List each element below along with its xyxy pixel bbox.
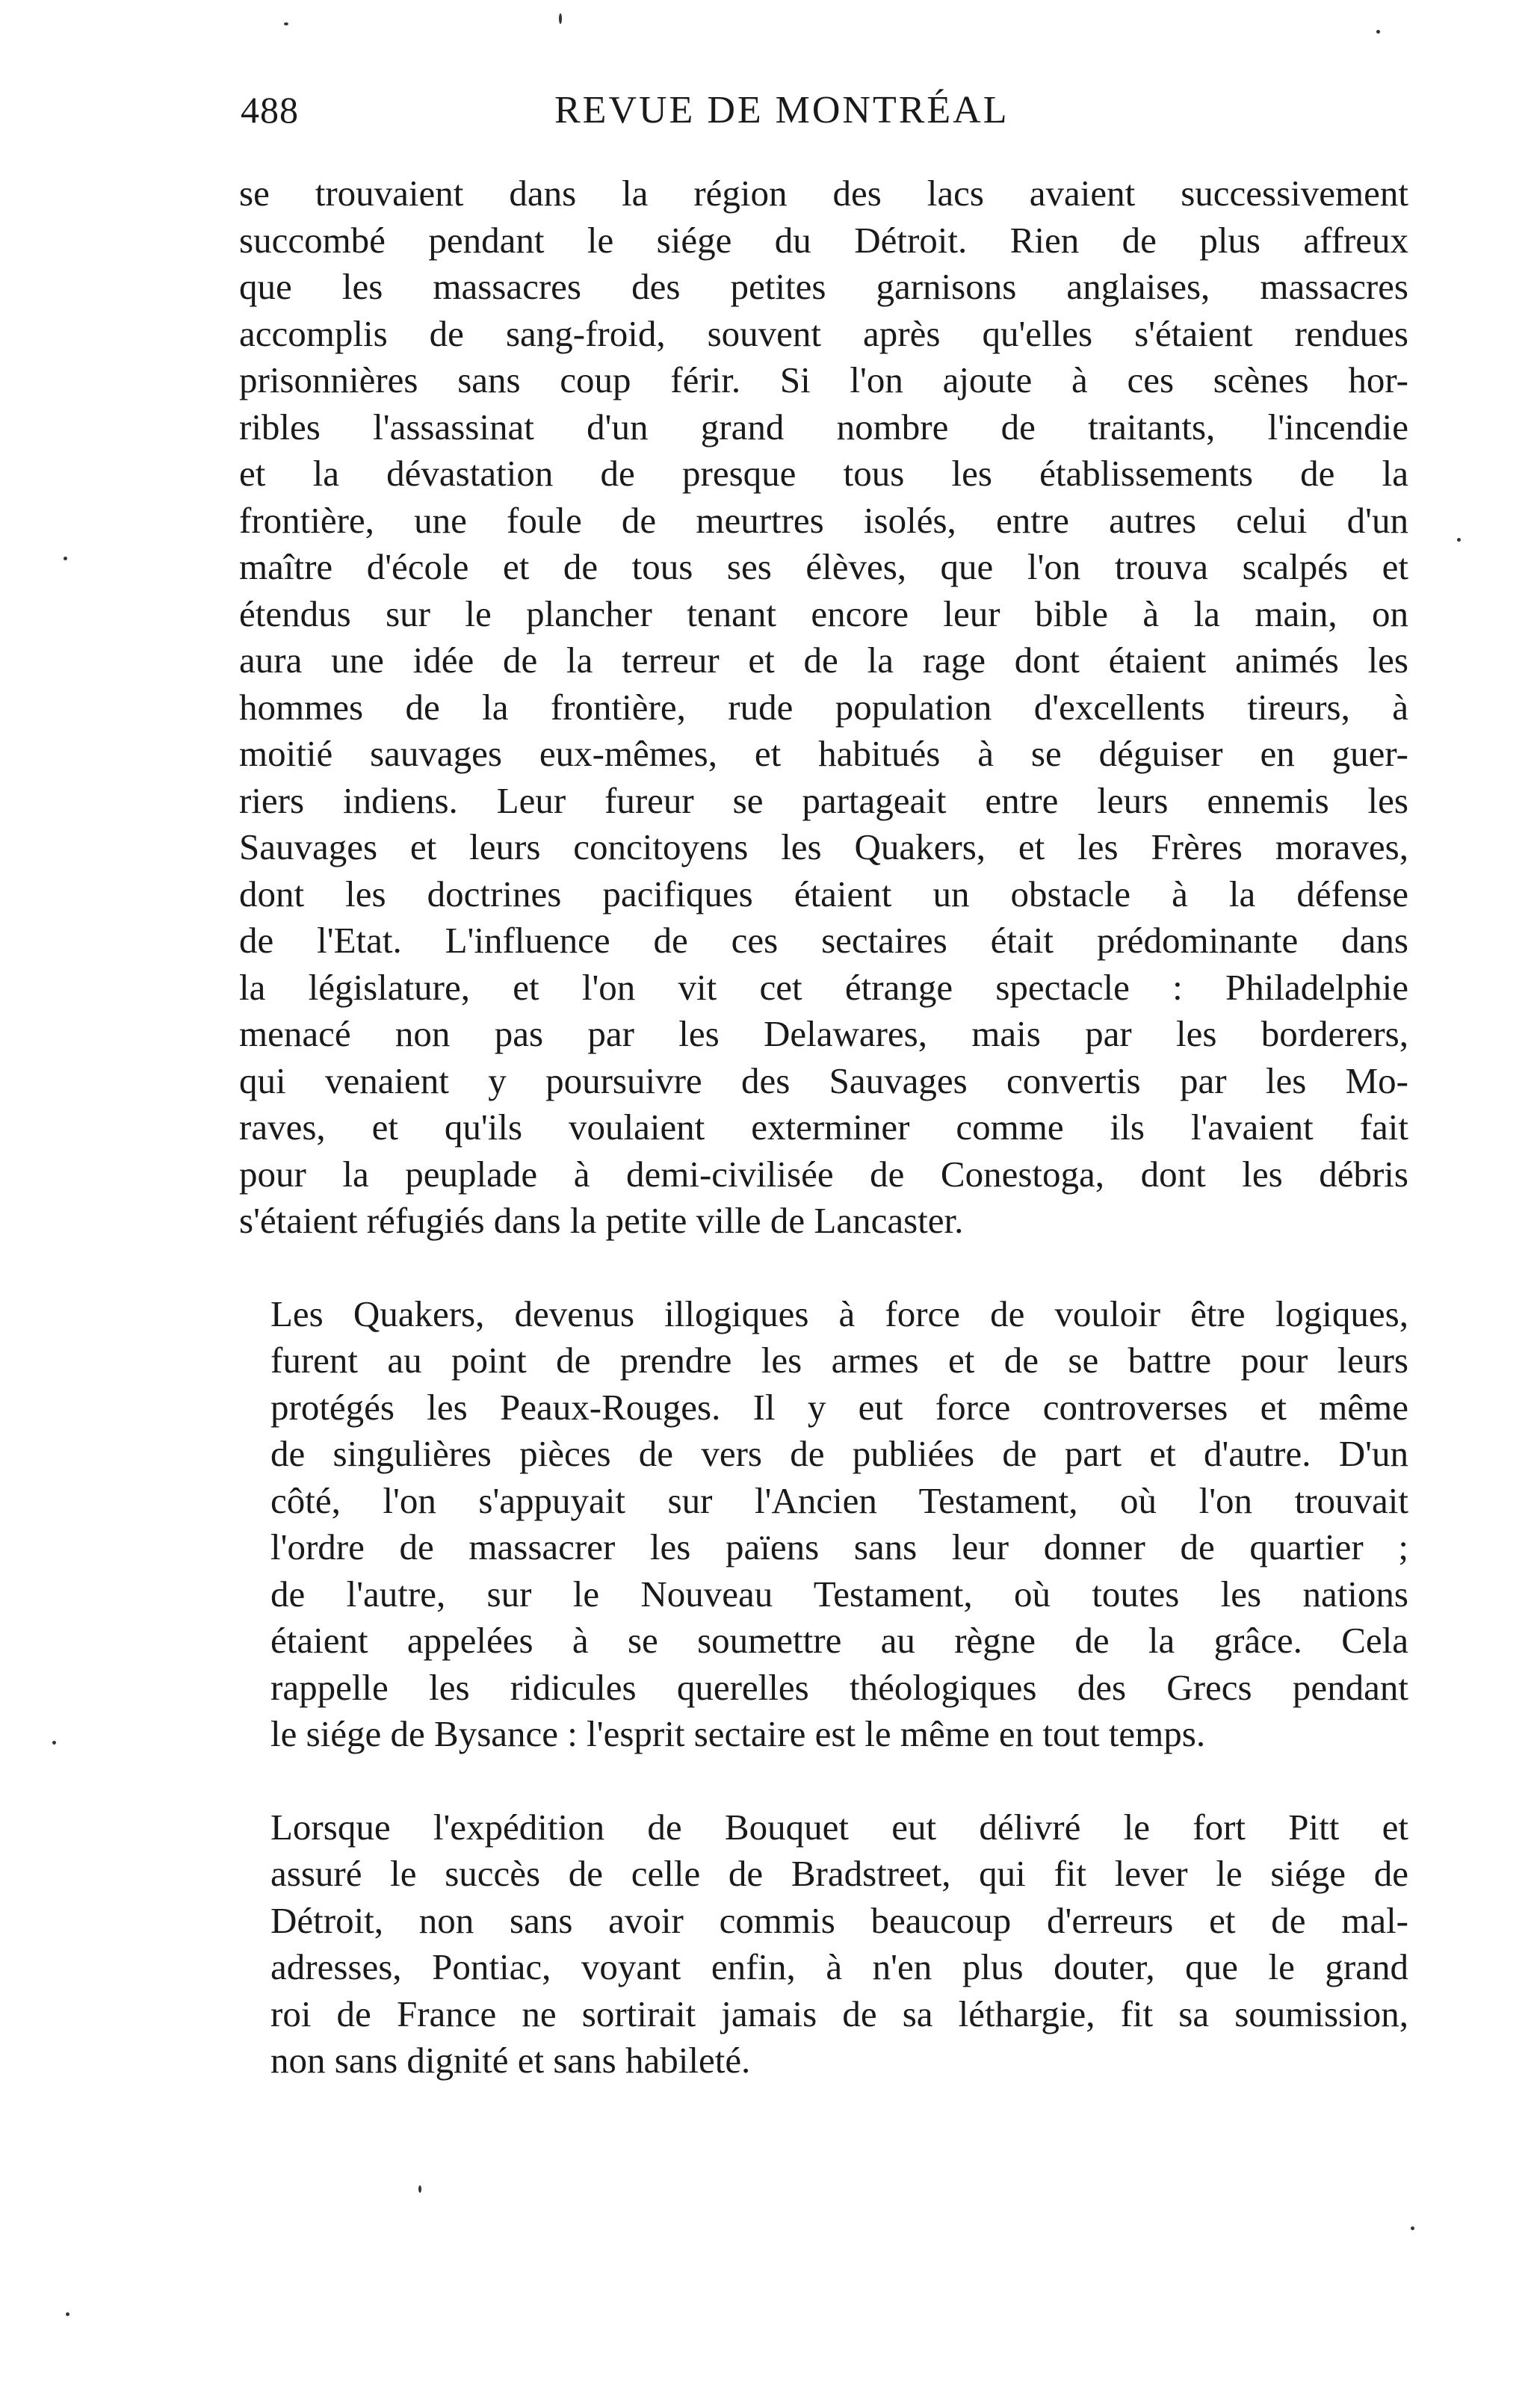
text-line: prisonnières sans coup férir. Si l'on ajoute à ces scènes hor- bbox=[239, 359, 1408, 400]
text-line: accomplis de sang-froid, souvent après qu'elles s'étaient rendues bbox=[239, 312, 1408, 354]
text-line: étendus sur le plancher tenant encore leur bible à la main, on bbox=[239, 592, 1408, 634]
scan-speck bbox=[559, 13, 562, 24]
text-line: s'étaient réfugiés dans la petite ville de Lancaster. bbox=[239, 1200, 964, 1241]
text-line: qui venaient y poursuivre des Sauvages convertis par les Mo- bbox=[239, 1059, 1408, 1101]
text-line: rappelle les ridicules querelles théologiques des Grecs pendant bbox=[270, 1666, 1408, 1708]
scan-speck bbox=[418, 2185, 421, 2193]
text-line: se trouvaient dans la région des lacs avaient successivement bbox=[239, 173, 1408, 214]
text-line: étaient appelées à se soumettre au règne de la grâce. Cela bbox=[270, 1620, 1408, 1661]
scan-speck bbox=[64, 557, 67, 560]
text-line: aura une idée de la terreur et de la rage dont étaient animés les bbox=[239, 640, 1408, 681]
text-line: le siége de Bysance : l'esprit sectaire est le même en tout temps. bbox=[270, 1713, 1206, 1754]
text-line: dont les doctrines pacifiques étaient un obstacle à la défense bbox=[239, 873, 1408, 914]
text-line: maître d'école et de tous ses élèves, que l'on trouva scalpés et bbox=[239, 546, 1408, 587]
body-text bbox=[239, 170, 1408, 2084]
scan-speck bbox=[66, 2312, 69, 2316]
text-line: et la dévastation de presque tous les établissements de la bbox=[239, 453, 1408, 494]
text-line: assuré le succès de celle de Bradstreet, qui fit lever le siége de bbox=[270, 1853, 1408, 1894]
text-line: de l'autre, sur le Nouveau Testament, où toutes les nations bbox=[270, 1573, 1408, 1615]
text-line: raves, et qu'ils voulaient exterminer comme ils l'avaient fait bbox=[239, 1106, 1408, 1148]
paragraph-2 bbox=[239, 1291, 1408, 1758]
text-line: adresses, Pontiac, voyant enfin, à n'en plus douter, que le grand bbox=[270, 1946, 1408, 1987]
text-line: côté, l'on s'appuyait sur l'Ancien Testament, où l'on trouvait bbox=[270, 1479, 1408, 1521]
text-line: frontière, une foule de meurtres isolés, entre autres celui d'un bbox=[239, 499, 1408, 541]
text-line: riers indiens. Leur fureur se partageait entre leurs ennemis les bbox=[239, 779, 1408, 821]
text-line: roi de France ne sortirait jamais de sa léthargie, fit sa soumission, bbox=[270, 1993, 1408, 2034]
text-line: de singulières pièces de vers de publiées de part et d'autre. D'un bbox=[270, 1433, 1408, 1474]
text-line: Détroit, non sans avoir commis beaucoup d'erreurs et de mal- bbox=[270, 1899, 1408, 1941]
scan-speck bbox=[284, 22, 288, 25]
text-line: ribles l'assassinat d'un grand nombre de traitants, l'incendie bbox=[239, 406, 1408, 448]
paragraph-1 bbox=[239, 170, 1408, 1245]
text-line: l'ordre de massacrer les païens sans leur donner de quartier ; bbox=[270, 1526, 1408, 1567]
scan-speck bbox=[1411, 2226, 1414, 2230]
running-title: REVUE DE MONTRÉAL bbox=[554, 89, 1009, 131]
paragraph-3 bbox=[239, 1804, 1408, 2084]
page-header bbox=[241, 88, 1414, 148]
scan-speck bbox=[52, 1741, 56, 1745]
scan-speck bbox=[1457, 538, 1461, 542]
scan-speck bbox=[1376, 30, 1380, 34]
text-line: succombé pendant le siége du Détroit. Rien de plus affreux bbox=[239, 219, 1408, 261]
text-line: pour la peuplade à demi-civilisée de Conestoga, dont les débris bbox=[239, 1153, 1408, 1195]
text-line: Sauvages et leurs concitoyens les Quakers, et les Frères moraves, bbox=[239, 826, 1408, 867]
text-line: menacé non pas par les Delawares, mais par les borderers, bbox=[239, 1013, 1408, 1054]
text-line: hommes de la frontière, rude population d'excellents tireurs, à bbox=[239, 686, 1408, 728]
text-line: non sans dignité et sans habileté. bbox=[270, 2040, 751, 2081]
text-line: la législature, et l'on vit cet étrange spectacle : Philadelphie bbox=[239, 966, 1408, 1008]
page-number: 488 bbox=[241, 89, 299, 131]
text-line: que les massacres des petites garnisons anglaises, massacres bbox=[239, 266, 1408, 307]
text-line: de l'Etat. L'influence de ces sectaires était prédominante dans bbox=[239, 920, 1408, 961]
text-line: furent au point de prendre les armes et de se battre pour leurs bbox=[270, 1340, 1408, 1381]
text-line: Lorsque l'expédition de Bouquet eut délivré le fort Pitt et bbox=[270, 1806, 1408, 1848]
text-line: protégés les Peaux-Rouges. Il y eut force controverses et même bbox=[270, 1386, 1408, 1428]
text-line: moitié sauvages eux-mêmes, et habitués à se déguiser en guer- bbox=[239, 733, 1408, 774]
text-line: Les Quakers, devenus illogiques à force de vouloir être logiques, bbox=[270, 1293, 1408, 1334]
